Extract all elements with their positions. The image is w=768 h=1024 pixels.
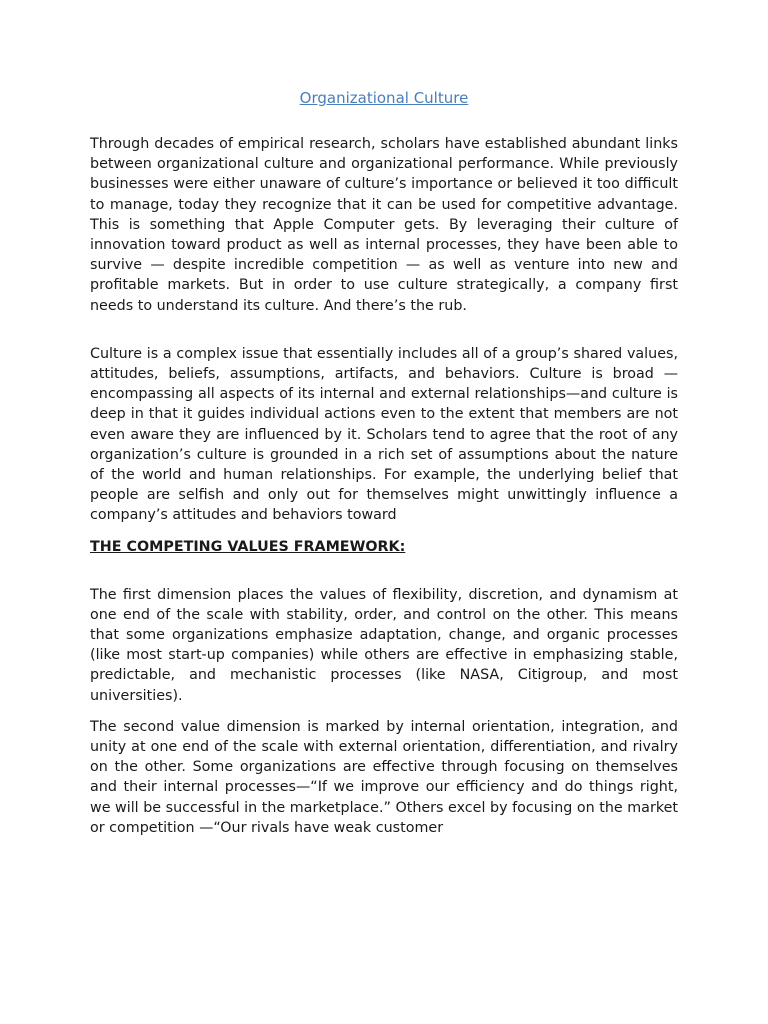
paragraph-second-dimension: The second value dimension is marked by internal orientation, integration, and unity at one end of the scale with external orientation, differentiation, and rivalry on the other. Some organizations are effective through focusing on themselves and their internal processes—“If we improve our efficiency and do things right, we will be successful in the marketplace.” Others excel by focusing on the market or competition —“Our rivals have weak customer <box>90 718 678 836</box>
paragraph-first-dimension: The first dimension places the values of flexibility, discretion, and dynamism at one end of the scale with stability, order, and control on the other. This means that some organizations emphasize adaptation, change, and organic processes (like most start-up companies) while others are effective in emphasizing stable, predictable, and mechanistic processes (like NASA, Citigroup, and most universities). <box>90 586 678 704</box>
paragraph-culture-definition: Culture is a complex issue that essentially includes all of a group’s shared values, attitudes, beliefs, assumptions, artifacts, and behaviors. Culture is broad — encompassing all aspects of its internal and external relationships—and culture is deep in that it guides individual actions even to the extent that members are not even aware they are influenced by it. Scholars tend to agree that the root of any organization’s culture is grounded in a rich set of assumptions about the nature of the world and human relationships. For example, the underlying belief that people are selfish and only out for themselves might unwittingly influence a company’s attitudes and behaviors toward <box>90 345 678 524</box>
paragraph-intro: Through decades of empirical research, scholars have established abundant links between organizational culture and organizational performance. While previously businesses were either unaware of culture’s importance or believed it too difficult to manage, today they recognize that it can be used for competitive advantage. This is something that Apple Computer gets. By leveraging their culture of innovation toward product as well as internal processes, they have been able to survive — despite incredible competition — as well as venture into new and profitable markets. But in order to use culture strategically, a company first needs to understand its culture. And there’s the rub. <box>90 136 678 314</box>
document-title: Organizational Culture <box>299 89 469 107</box>
document-page <box>90 88 678 838</box>
section-heading-competing-values: THE COMPETING VALUES FRAMEWORK: <box>90 538 406 555</box>
